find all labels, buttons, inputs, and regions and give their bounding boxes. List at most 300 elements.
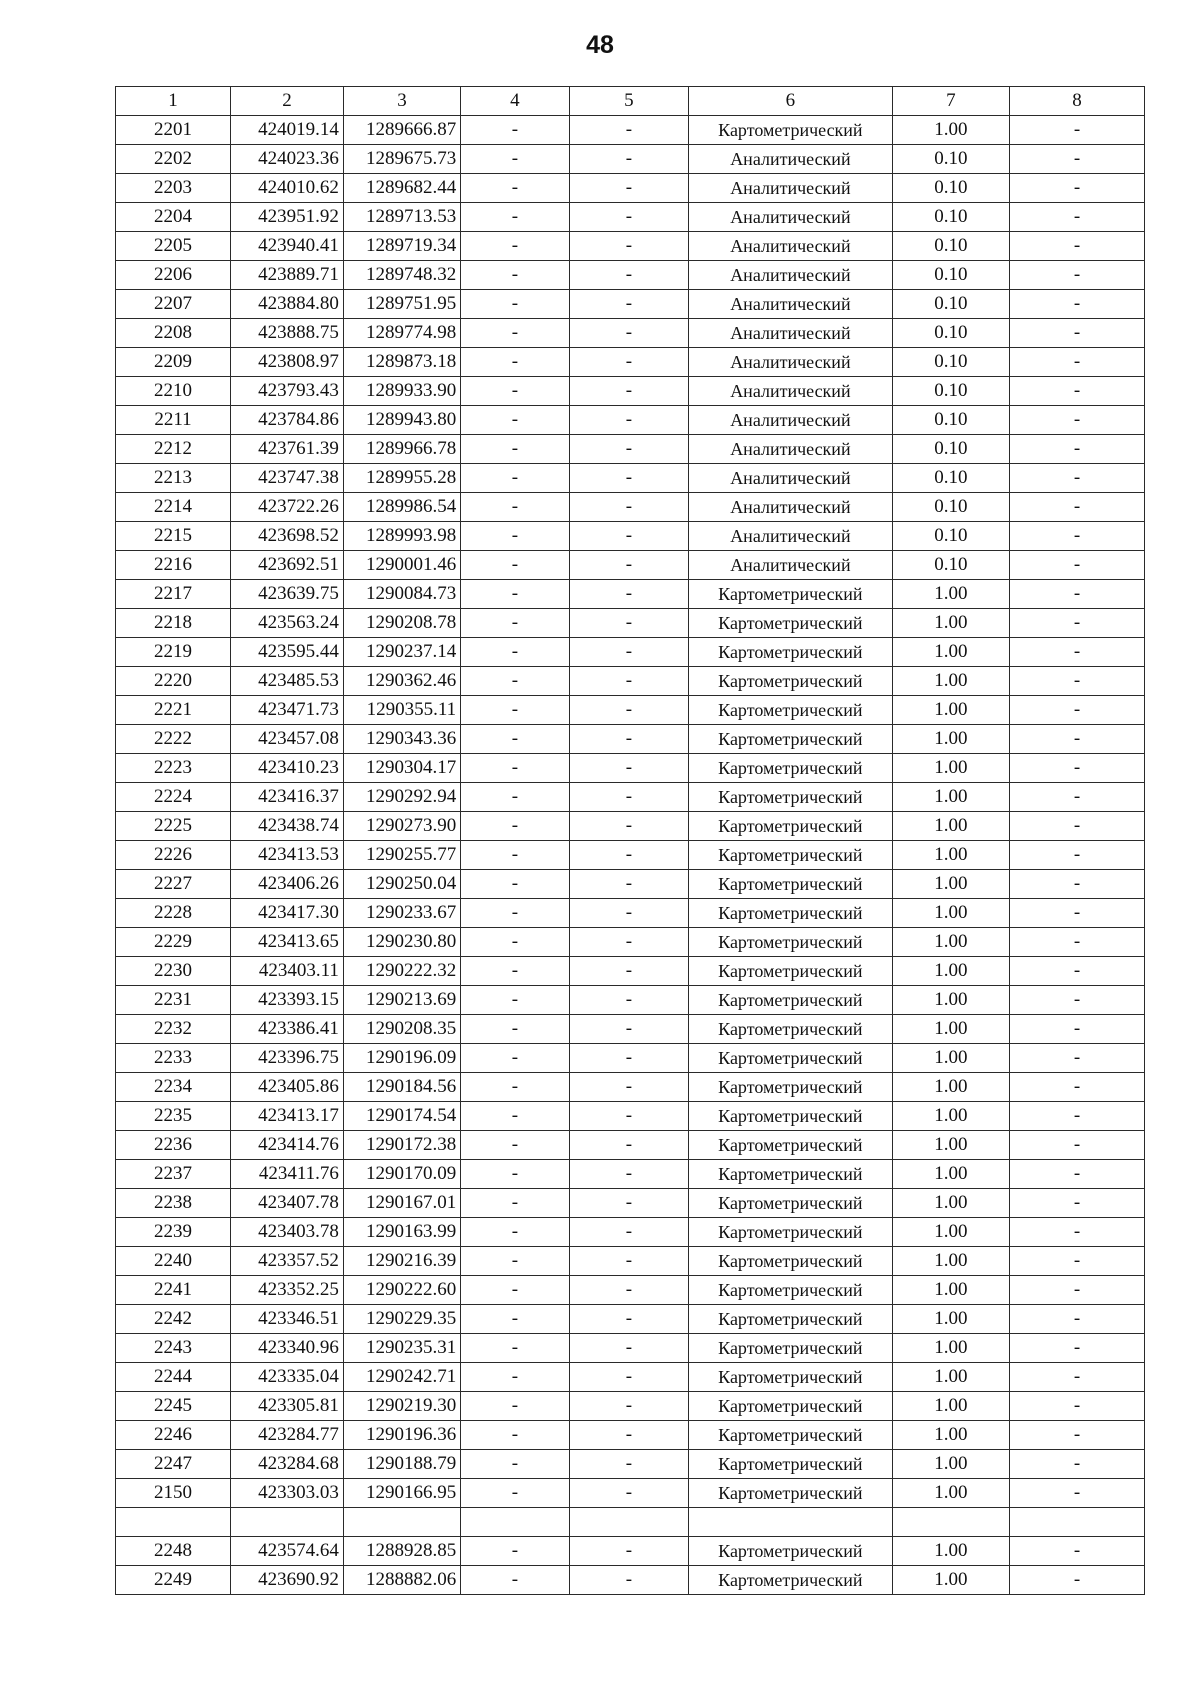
table-cell: -	[1009, 232, 1144, 261]
table-row	[116, 232, 1145, 261]
table-cell: Картометрический	[689, 1102, 893, 1131]
table-cell: 0.10	[892, 464, 1009, 493]
table-cell: 423411.76	[231, 1160, 344, 1189]
table-cell: -	[569, 377, 688, 406]
table-cell: 423346.51	[231, 1305, 344, 1334]
table-cell: 2239	[116, 1218, 231, 1247]
table-header-row	[116, 87, 1145, 116]
table-cell: 2225	[116, 812, 231, 841]
table-cell: 2238	[116, 1189, 231, 1218]
table-cell: 2226	[116, 841, 231, 870]
table-cell: 2227	[116, 870, 231, 899]
table-cell: 1289943.80	[343, 406, 460, 435]
table-cell: 1.00	[892, 1160, 1009, 1189]
page-number: 48	[586, 31, 614, 59]
table-cell: -	[1009, 1131, 1144, 1160]
table-cell: Картометрический	[689, 1479, 893, 1508]
table-cell: Картометрический	[689, 1160, 893, 1189]
table-cell: 1.00	[892, 1450, 1009, 1479]
table-cell: -	[461, 319, 569, 348]
table-cell: 0.10	[892, 174, 1009, 203]
table-cell: Картометрический	[689, 783, 893, 812]
table-body	[116, 116, 1145, 1595]
table-cell: 423889.71	[231, 261, 344, 290]
table-cell: -	[569, 406, 688, 435]
table-cell: -	[461, 1479, 569, 1508]
table-cell: -	[569, 1363, 688, 1392]
table-cell	[892, 1508, 1009, 1537]
table-cell: -	[1009, 435, 1144, 464]
table-cell: 1.00	[892, 1566, 1009, 1595]
table-cell: 2211	[116, 406, 231, 435]
table-cell: 423692.51	[231, 551, 344, 580]
table-cell: 0.10	[892, 406, 1009, 435]
table-row	[116, 1334, 1145, 1363]
table-cell: 423951.92	[231, 203, 344, 232]
table-cell: 423407.78	[231, 1189, 344, 1218]
table-cell: 2203	[116, 174, 231, 203]
table-cell: -	[569, 783, 688, 812]
table-cell: Аналитический	[689, 319, 893, 348]
table-cell: 1.00	[892, 1421, 1009, 1450]
table-cell: 1.00	[892, 696, 1009, 725]
column-header: 3	[343, 87, 460, 116]
table-cell: -	[461, 1305, 569, 1334]
table-cell: 1290166.95	[343, 1479, 460, 1508]
table-cell: 423595.44	[231, 638, 344, 667]
table-cell: -	[461, 899, 569, 928]
table-cell: 2246	[116, 1421, 231, 1450]
table-cell: 423722.26	[231, 493, 344, 522]
table-cell: 1288882.06	[343, 1566, 460, 1595]
table-cell: 2240	[116, 1247, 231, 1276]
table-row	[116, 261, 1145, 290]
table-cell: -	[569, 493, 688, 522]
table-cell: 2219	[116, 638, 231, 667]
table-cell: 2209	[116, 348, 231, 377]
table-cell: 2218	[116, 609, 231, 638]
table-cell: -	[461, 464, 569, 493]
table-cell: -	[1009, 1305, 1144, 1334]
table-cell: -	[461, 1537, 569, 1566]
table-cell: -	[569, 1189, 688, 1218]
table-cell: -	[569, 928, 688, 957]
table-row	[116, 1537, 1145, 1566]
table-cell: 1.00	[892, 1073, 1009, 1102]
table-cell: 2216	[116, 551, 231, 580]
coordinates-table	[115, 86, 1145, 1595]
table-cell: -	[1009, 1015, 1144, 1044]
table-cell: -	[1009, 1363, 1144, 1392]
table-cell: Картометрический	[689, 841, 893, 870]
table-cell: 423340.96	[231, 1334, 344, 1363]
table-cell: -	[461, 261, 569, 290]
table-cell: 1.00	[892, 812, 1009, 841]
table-cell: Картометрический	[689, 1189, 893, 1218]
table-cell: -	[461, 1276, 569, 1305]
table-cell: -	[569, 899, 688, 928]
table-cell: 423305.81	[231, 1392, 344, 1421]
table-cell: -	[569, 1305, 688, 1334]
table-cell: 1289986.54	[343, 493, 460, 522]
table-cell: Аналитический	[689, 551, 893, 580]
table-cell: 423414.76	[231, 1131, 344, 1160]
table-cell: 2249	[116, 1566, 231, 1595]
table-cell: 1289682.44	[343, 174, 460, 203]
table-cell: Картометрический	[689, 1421, 893, 1450]
table-cell: 423386.41	[231, 1015, 344, 1044]
table-cell: 423413.65	[231, 928, 344, 957]
table-cell: Картометрический	[689, 1392, 893, 1421]
table-row	[116, 1073, 1145, 1102]
table-cell: -	[1009, 464, 1144, 493]
table-cell: -	[1009, 1566, 1144, 1595]
table-cell: 1290213.69	[343, 986, 460, 1015]
table-cell: -	[1009, 145, 1144, 174]
table-cell: -	[569, 232, 688, 261]
table-row	[116, 1189, 1145, 1218]
table-cell: -	[461, 1131, 569, 1160]
table-cell: Аналитический	[689, 261, 893, 290]
table-cell: 2214	[116, 493, 231, 522]
table-cell: 423784.86	[231, 406, 344, 435]
table-cell: 1.00	[892, 986, 1009, 1015]
table-cell: -	[461, 1421, 569, 1450]
table-cell: Аналитический	[689, 522, 893, 551]
table-cell: 2243	[116, 1334, 231, 1363]
table-cell: Картометрический	[689, 812, 893, 841]
column-header: 2	[231, 87, 344, 116]
table-cell: 423574.64	[231, 1537, 344, 1566]
table-cell: -	[1009, 493, 1144, 522]
column-header: 1	[116, 87, 231, 116]
table-cell: -	[569, 435, 688, 464]
table-cell: 423396.75	[231, 1044, 344, 1073]
table-cell: 2248	[116, 1537, 231, 1566]
table-cell: -	[1009, 1479, 1144, 1508]
table-cell: Картометрический	[689, 754, 893, 783]
table-cell: 1289873.18	[343, 348, 460, 377]
column-header: 5	[569, 87, 688, 116]
table-row	[116, 1044, 1145, 1073]
table-cell: -	[569, 116, 688, 145]
table-cell: -	[461, 754, 569, 783]
table-cell: -	[569, 841, 688, 870]
table-cell: 1.00	[892, 1479, 1009, 1508]
table-cell: -	[569, 551, 688, 580]
table-cell: 0.10	[892, 319, 1009, 348]
table-cell: -	[569, 870, 688, 899]
table-row	[116, 1276, 1145, 1305]
table-cell: -	[569, 1537, 688, 1566]
table-cell	[116, 1508, 231, 1537]
table-cell: 423457.08	[231, 725, 344, 754]
table-cell: -	[569, 1566, 688, 1595]
table-cell: -	[1009, 928, 1144, 957]
table-cell: -	[569, 203, 688, 232]
table-cell: -	[569, 174, 688, 203]
table-cell: -	[569, 986, 688, 1015]
table-cell: -	[1009, 377, 1144, 406]
table-cell: 1289955.28	[343, 464, 460, 493]
table-cell: -	[569, 464, 688, 493]
table-cell: 423563.24	[231, 609, 344, 638]
table-cell: 0.10	[892, 551, 1009, 580]
table-cell: Картометрический	[689, 1073, 893, 1102]
table-cell: 1290222.60	[343, 1276, 460, 1305]
table-cell: -	[1009, 290, 1144, 319]
table-cell: -	[1009, 551, 1144, 580]
table-cell: Картометрический	[689, 870, 893, 899]
table-cell: Картометрический	[689, 928, 893, 957]
table-cell: 1290167.01	[343, 1189, 460, 1218]
table-cell: -	[569, 812, 688, 841]
table-cell: -	[1009, 841, 1144, 870]
table-cell: -	[569, 1015, 688, 1044]
table-row	[116, 638, 1145, 667]
table-cell: 2213	[116, 464, 231, 493]
table-cell: 1290222.32	[343, 957, 460, 986]
table-cell: 423690.92	[231, 1566, 344, 1595]
table-cell: 0.10	[892, 522, 1009, 551]
table-cell	[569, 1508, 688, 1537]
table-cell: 1289666.87	[343, 116, 460, 145]
table-row	[116, 1450, 1145, 1479]
table-cell: -	[461, 1566, 569, 1595]
table-cell: -	[1009, 116, 1144, 145]
table-cell: 1289993.98	[343, 522, 460, 551]
table-cell: 423747.38	[231, 464, 344, 493]
table-cell: 423884.80	[231, 290, 344, 319]
table-cell: -	[569, 638, 688, 667]
table-cell: 2233	[116, 1044, 231, 1073]
table-row	[116, 609, 1145, 638]
table-cell: -	[569, 1247, 688, 1276]
table-cell: -	[1009, 1189, 1144, 1218]
table-row	[116, 1015, 1145, 1044]
table-cell: -	[569, 1160, 688, 1189]
table-cell: -	[461, 116, 569, 145]
table-row	[116, 406, 1145, 435]
table-cell: 1290084.73	[343, 580, 460, 609]
table-cell: 2224	[116, 783, 231, 812]
table-cell: -	[569, 1131, 688, 1160]
table-cell: 1290174.54	[343, 1102, 460, 1131]
table-cell: 2221	[116, 696, 231, 725]
table-cell: 1290001.46	[343, 551, 460, 580]
table-cell: 1290343.36	[343, 725, 460, 754]
table-cell: 423403.78	[231, 1218, 344, 1247]
table-row	[116, 145, 1145, 174]
table-row	[116, 841, 1145, 870]
table-cell: 1290196.09	[343, 1044, 460, 1073]
table-row	[116, 580, 1145, 609]
table-cell: -	[1009, 1450, 1144, 1479]
table-cell: Аналитический	[689, 377, 893, 406]
table-cell: -	[1009, 1218, 1144, 1247]
table-cell: -	[461, 870, 569, 899]
table-cell: -	[1009, 203, 1144, 232]
table-cell: 2231	[116, 986, 231, 1015]
table-cell: Картометрический	[689, 1247, 893, 1276]
table-cell: -	[569, 725, 688, 754]
table-cell: -	[461, 1392, 569, 1421]
table-cell: 423808.97	[231, 348, 344, 377]
table-row	[116, 957, 1145, 986]
table-cell: 2245	[116, 1392, 231, 1421]
table-cell: 2150	[116, 1479, 231, 1508]
table-cell: 1.00	[892, 841, 1009, 870]
table-cell: 1289751.95	[343, 290, 460, 319]
table-cell: 423303.03	[231, 1479, 344, 1508]
table-cell: -	[461, 493, 569, 522]
table-cell: -	[461, 203, 569, 232]
table-cell: 0.10	[892, 290, 1009, 319]
table-row	[116, 754, 1145, 783]
table-cell: -	[461, 1160, 569, 1189]
table-cell: -	[461, 725, 569, 754]
table-cell: -	[569, 1479, 688, 1508]
table-cell: 1.00	[892, 1363, 1009, 1392]
table-row	[116, 551, 1145, 580]
table-cell: 423335.04	[231, 1363, 344, 1392]
table-row	[116, 290, 1145, 319]
table-cell: -	[569, 1073, 688, 1102]
table-cell: -	[1009, 696, 1144, 725]
table-cell: 2205	[116, 232, 231, 261]
table-cell: -	[1009, 609, 1144, 638]
table-cell: -	[461, 667, 569, 696]
table-cell: 2207	[116, 290, 231, 319]
table-cell: Картометрический	[689, 899, 893, 928]
table-cell: 1290250.04	[343, 870, 460, 899]
table-cell: 1.00	[892, 1276, 1009, 1305]
table-cell: -	[461, 783, 569, 812]
table-row	[116, 870, 1145, 899]
table-cell: -	[1009, 319, 1144, 348]
table-cell: -	[461, 1218, 569, 1247]
table-cell: 1.00	[892, 754, 1009, 783]
table-cell: -	[1009, 1537, 1144, 1566]
table-cell: Картометрический	[689, 725, 893, 754]
table-cell: Картометрический	[689, 1276, 893, 1305]
table-cell: Аналитический	[689, 232, 893, 261]
table-cell: 424019.14	[231, 116, 344, 145]
table-cell: -	[1009, 406, 1144, 435]
table-cell: Картометрический	[689, 1131, 893, 1160]
table-row	[116, 1421, 1145, 1450]
table-cell: Картометрический	[689, 667, 893, 696]
table-row	[116, 928, 1145, 957]
table-cell: Картометрический	[689, 580, 893, 609]
table-cell: 1.00	[892, 957, 1009, 986]
table-cell: 1290170.09	[343, 1160, 460, 1189]
table-cell: -	[1009, 957, 1144, 986]
table-cell: -	[461, 435, 569, 464]
table-cell: 1290188.79	[343, 1450, 460, 1479]
table-cell: -	[461, 1189, 569, 1218]
table-row	[116, 725, 1145, 754]
table-cell: 1290219.30	[343, 1392, 460, 1421]
table-cell: 1.00	[892, 1218, 1009, 1247]
table-cell	[689, 1508, 893, 1537]
table-cell: -	[461, 609, 569, 638]
table-cell: Картометрический	[689, 1363, 893, 1392]
table-row	[116, 174, 1145, 203]
table-cell: 423413.17	[231, 1102, 344, 1131]
table-cell: 0.10	[892, 348, 1009, 377]
table-cell: -	[461, 406, 569, 435]
table-cell	[461, 1508, 569, 1537]
table-cell: Картометрический	[689, 1044, 893, 1073]
table-cell: 423940.41	[231, 232, 344, 261]
table-cell: 1290255.77	[343, 841, 460, 870]
table-cell: -	[461, 1073, 569, 1102]
table-cell: -	[569, 1450, 688, 1479]
table-cell: -	[461, 232, 569, 261]
table-cell: 423413.53	[231, 841, 344, 870]
table-cell: 423471.73	[231, 696, 344, 725]
table-cell: 1290208.35	[343, 1015, 460, 1044]
table-cell: 1290237.14	[343, 638, 460, 667]
table-row	[116, 203, 1145, 232]
table-cell: 2204	[116, 203, 231, 232]
table-cell: -	[461, 841, 569, 870]
table-cell: -	[461, 1334, 569, 1363]
table-row	[116, 1363, 1145, 1392]
table-cell: 1290273.90	[343, 812, 460, 841]
table-cell: 2241	[116, 1276, 231, 1305]
table-row	[116, 1160, 1145, 1189]
table-cell: -	[461, 1363, 569, 1392]
table-cell: -	[1009, 1102, 1144, 1131]
table-cell: -	[461, 957, 569, 986]
table-cell: 0.10	[892, 435, 1009, 464]
table-cell: 1290230.80	[343, 928, 460, 957]
table-cell: 1290355.11	[343, 696, 460, 725]
table-cell: -	[1009, 783, 1144, 812]
table-cell: 423417.30	[231, 899, 344, 928]
table-cell: 1.00	[892, 870, 1009, 899]
table-cell: 424010.62	[231, 174, 344, 203]
table-cell: 1290196.36	[343, 1421, 460, 1450]
table-cell: -	[569, 1334, 688, 1363]
table-cell: 0.10	[892, 493, 1009, 522]
table-cell: Картометрический	[689, 1305, 893, 1334]
table-cell: 2234	[116, 1073, 231, 1102]
table-cell: 2236	[116, 1131, 231, 1160]
table-cell: -	[569, 145, 688, 174]
table-cell: 2217	[116, 580, 231, 609]
table-cell: 1.00	[892, 1537, 1009, 1566]
table-cell: -	[569, 290, 688, 319]
table-cell: -	[461, 145, 569, 174]
table-cell: -	[569, 957, 688, 986]
table-cell: Картометрический	[689, 638, 893, 667]
table-cell: 423888.75	[231, 319, 344, 348]
table-cell: 423405.86	[231, 1073, 344, 1102]
table-cell: -	[569, 580, 688, 609]
table-cell: 1290292.94	[343, 783, 460, 812]
table-row	[116, 1566, 1145, 1595]
table-row	[116, 1508, 1145, 1537]
table-cell: -	[1009, 348, 1144, 377]
table-cell: -	[569, 348, 688, 377]
table-cell: 2232	[116, 1015, 231, 1044]
table-cell: 1.00	[892, 667, 1009, 696]
table-cell: 2222	[116, 725, 231, 754]
table-row	[116, 348, 1145, 377]
